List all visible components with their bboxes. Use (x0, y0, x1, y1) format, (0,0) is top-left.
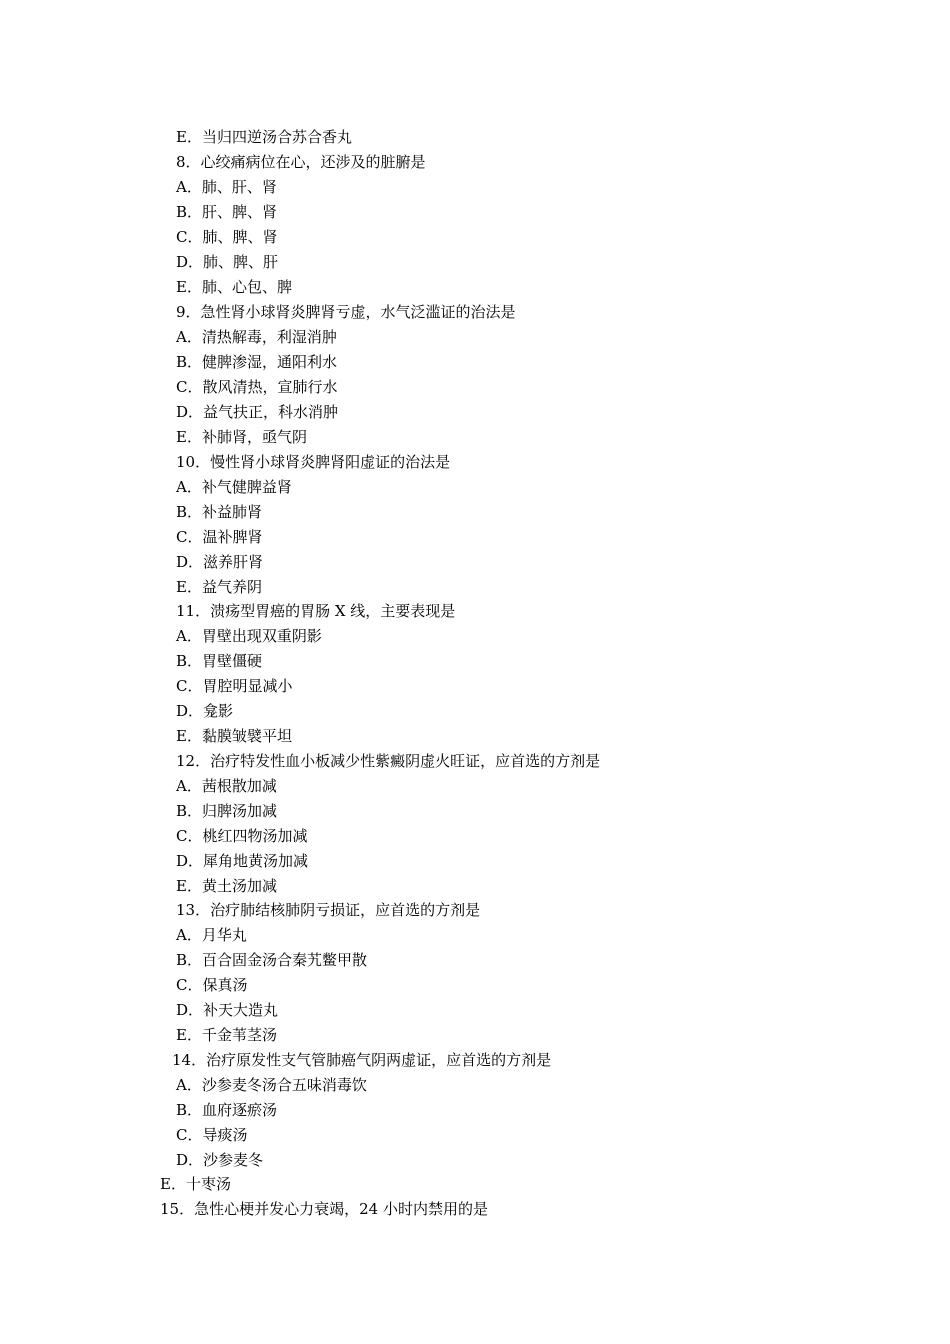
answer-option: D．肺、脾、肝 (176, 253, 279, 271)
answer-option: E．肺、心包、脾 (176, 278, 292, 296)
answer-option: A．补气健脾益肾 (176, 478, 292, 496)
answer-option: A．肺、肝、肾 (176, 178, 277, 196)
answer-option: C．导痰汤 (176, 1126, 248, 1144)
answer-option: B．补益肺肾 (176, 503, 263, 521)
answer-option: C．散风清热，宣肺行水 (176, 378, 338, 396)
answer-option: B．归脾汤加减 (176, 802, 278, 820)
answer-option: A．胃壁出现双重阴影 (176, 627, 322, 645)
answer-option: B．胃壁僵硬 (176, 652, 263, 670)
answer-option: E．千金苇茎汤 (176, 1026, 277, 1044)
answer-option: C．胃腔明显减小 (176, 677, 293, 695)
answer-option: C．温补脾肾 (176, 528, 263, 546)
answer-option: C．保真汤 (176, 976, 248, 994)
question-text: 15．急性心梗并发心力衰竭，24 小时内禁用的是 (160, 1200, 488, 1218)
answer-option: B．百合固金汤合秦艽鳖甲散 (176, 951, 368, 969)
question-text: 13．治疗肺结核肺阴亏损证，应首选的方剂是 (176, 901, 481, 919)
question-text: 10．慢性肾小球肾炎脾肾阳虚证的治法是 (176, 453, 451, 471)
question-text: 11．溃疡型胃癌的胃肠 X 线，主要表现是 (176, 602, 456, 620)
answer-option: D．龛影 (176, 702, 234, 720)
answer-option: E．当归四逆汤合苏合香丸 (176, 128, 352, 146)
answer-option: C．桃红四物汤加减 (176, 827, 308, 845)
answer-option: E．补肺肾，亟气阴 (176, 428, 307, 446)
answer-option: A．茜根散加减 (176, 777, 277, 795)
answer-option: D．滋养肝肾 (176, 553, 264, 571)
answer-option: D．益气扶正，科水消肿 (176, 403, 339, 421)
answer-option: B．血府逐瘀汤 (176, 1101, 278, 1119)
question-text: 8．心绞痛病位在心，还涉及的脏腑是 (176, 153, 426, 171)
answer-option: C．肺、脾、肾 (176, 228, 278, 246)
answer-option: D．补天大造丸 (176, 1001, 279, 1019)
answer-option: A．月华丸 (176, 926, 247, 944)
question-text: 9．急性肾小球肾炎脾肾亏虚，水气泛滥证的治法是 (176, 303, 516, 321)
answer-option: E．益气养阴 (176, 578, 262, 596)
question-text: 12．治疗特发性血小板减少性紫癜阴虚火旺证，应首选的方剂是 (176, 752, 601, 770)
answer-option: D．沙参麦冬 (176, 1151, 264, 1169)
answer-option: B．肝、脾、肾 (176, 203, 278, 221)
answer-option: E．十枣汤 (160, 1175, 231, 1193)
answer-option: B．健脾渗湿，通阳利水 (176, 353, 338, 371)
answer-option: D．犀角地黄汤加减 (176, 852, 309, 870)
answer-option: E．黏膜皱襞平坦 (176, 727, 292, 745)
answer-option: A．清热解毒，利湿消肿 (176, 328, 337, 346)
answer-option: A．沙参麦冬汤合五味消毒饮 (176, 1076, 367, 1094)
question-text: 14．治疗原发性支气管肺癌气阴两虚证，应首选的方剂是 (172, 1051, 552, 1069)
answer-option: E．黄土汤加减 (176, 877, 277, 895)
